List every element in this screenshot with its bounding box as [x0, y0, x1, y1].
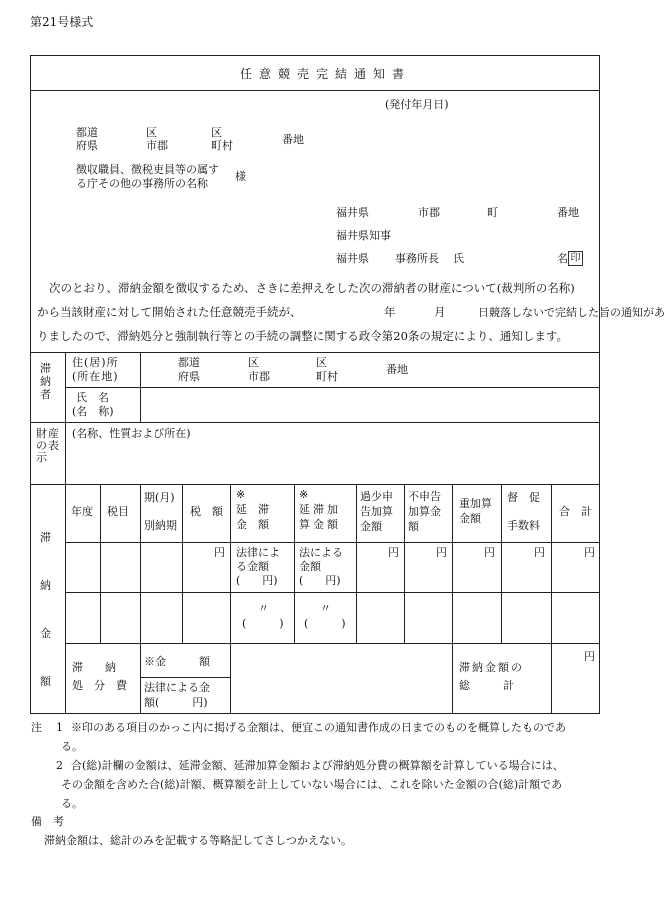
body-line2-a: から当該財産に対して開始された任意競売手続が、	[37, 305, 302, 319]
hdr-nonfile-3: 額	[408, 520, 419, 533]
property-note: (名称、性質および所在)	[72, 427, 191, 440]
addr-org-line2: る庁その他の事務所の名称	[76, 177, 208, 190]
hdr-delaytax-2: 算金額	[299, 518, 341, 531]
rule-address	[65, 387, 600, 388]
vcol-5	[294, 484, 295, 643]
addr-ward2-bottom: 町村	[211, 139, 233, 152]
hdr-fee-1: 督 促	[507, 491, 540, 504]
rule-header	[65, 542, 600, 543]
sender-shi: 氏	[453, 252, 464, 265]
hdr-total: 合 計	[559, 505, 592, 518]
hdr-delay-1: 延 滞	[236, 503, 269, 516]
addr-org-line1: 徴収職員、徴税吏員等の属す	[76, 163, 219, 176]
body-line3: りましたので、滞納処分と強制執行等との手続の調整に関する政令第20条の規定により、通知します。	[37, 329, 568, 343]
hdr-under-3: 金額	[360, 520, 382, 533]
body-line2-c: 月	[434, 305, 446, 319]
legal-delay-2: る金額	[236, 560, 269, 573]
vcol-10	[551, 484, 552, 714]
vcol-2	[140, 484, 141, 714]
ditto-delaytax: 〃	[320, 602, 331, 615]
arrears-label: 滞納金額	[40, 531, 51, 688]
taxpayer-label: 滞納者	[40, 362, 51, 401]
hdr-item: 税目	[107, 505, 129, 518]
taxpayer-address-label-2: (所在地)	[72, 370, 119, 383]
tp-ward1-bottom: 市郡	[248, 370, 270, 383]
hdr-heavy-2: 金額	[459, 512, 481, 525]
hdr-year: 年度	[71, 505, 93, 518]
addr-honorific: 様	[235, 170, 246, 183]
rule-disp-split	[140, 677, 230, 678]
sender-town: 町	[487, 206, 498, 219]
form-frame	[30, 55, 600, 714]
hdr-fee-2: 手数料	[507, 519, 540, 532]
notes-title: 注	[31, 721, 42, 734]
rule-taxpayer	[30, 422, 600, 423]
legal-delaytax-1: 法による	[299, 546, 343, 559]
ditto-delay: 〃	[258, 602, 269, 615]
sender-office: 事務所長	[395, 252, 439, 265]
rule-row1	[65, 592, 600, 593]
rule-taxpayer-label	[140, 352, 141, 422]
addr-ward2-top: 区	[211, 126, 222, 139]
yen-tax: 円	[214, 546, 225, 559]
sender-governor: 福井県知事	[336, 229, 391, 242]
taxpayer-name-label-1: 氏 名	[76, 391, 109, 404]
sender-banchi: 番地	[557, 206, 579, 219]
hdr-period-2: 別納期	[144, 519, 177, 532]
hdr-period-1: 期(月)	[144, 491, 175, 504]
tp-pref-bottom: 府県	[178, 370, 200, 383]
taxpayer-name-label-2: (名 称)	[72, 405, 114, 418]
disp-label-1: 滞 納	[72, 661, 116, 674]
vcol-8	[452, 484, 453, 714]
disp-legal-1: 法律による金	[144, 681, 210, 694]
vcol-4	[230, 484, 231, 714]
tp-banchi: 番地	[386, 363, 408, 376]
note2-line1: 合(総)計欄の金額は、延滞金額、延滞加算金額および滞納処分費の概算額を計算している場合には、	[71, 759, 564, 772]
legal-delaytax-2: 金額	[299, 560, 321, 573]
note2-num: 2	[56, 759, 63, 772]
rule-title	[30, 90, 600, 91]
legal-delaytax-3: ( 円)	[299, 574, 341, 587]
addr-ward1-top: 区	[146, 126, 157, 139]
tp-ward2-top: 区	[316, 356, 327, 369]
yen-nonfile: 円	[436, 546, 447, 559]
taxpayer-address-label-1: 住(居)所	[72, 356, 119, 369]
sender-pref: 福井県	[336, 206, 369, 219]
disp-yen: 円	[584, 650, 595, 663]
sender-mei: 名	[557, 252, 568, 265]
disp-total-label-1: 滞納金額の	[459, 661, 524, 674]
vcol-6	[356, 484, 357, 643]
hdr-nonfile-2: 加算金	[408, 505, 441, 518]
issue-date: (発付年月日)	[385, 98, 449, 111]
vcol-1	[100, 484, 101, 643]
hdr-heavy-1: 重加算	[459, 497, 492, 510]
body-line2-b: 年	[384, 305, 396, 319]
note2-line2: その金額を含めた合(総)計額、概算額を計上していない場合には、これを除いた金額の合(総)計額であ	[61, 778, 563, 791]
form-title: 任意競売完結通知書	[240, 67, 412, 81]
note2-line3: る。	[61, 797, 83, 810]
addr-banchi: 番地	[282, 133, 304, 146]
body-line1: 次のとおり、滞納金額を徴収するため、さきに差押えをした次の滞納者の財産について(裁判所の名称)	[49, 281, 575, 295]
yen-under: 円	[388, 546, 399, 559]
rule-body	[30, 352, 600, 353]
addr-pref-bottom: 府県	[76, 139, 98, 152]
seal-stamp: 印	[568, 251, 583, 266]
hdr-delay-mark: ※	[236, 488, 246, 501]
disp-label-2: 処 分 費	[72, 679, 127, 692]
rule-property	[30, 484, 600, 485]
rule-row2	[65, 643, 600, 644]
sender-pref2: 福井県	[336, 252, 369, 265]
paren-delay: ( )	[242, 617, 284, 630]
disp-legal-2: 額( 円)	[144, 696, 208, 709]
vcol-9	[501, 484, 502, 643]
addr-pref-top: 都道	[76, 126, 98, 139]
note1-line1: ※印のある項目のかっこ内に掲げる金額は、便宜この通知書作成の日までのものを概算したものであ	[71, 721, 566, 734]
disp-total-label-2: 総 計	[459, 679, 514, 692]
tp-ward1-top: 区	[248, 356, 259, 369]
yen-heavy: 円	[484, 546, 495, 559]
paren-delaytax: ( )	[304, 617, 346, 630]
vcol-7	[404, 484, 405, 643]
tp-pref-top: 都道	[178, 356, 200, 369]
disp-amount-label: ※金 額	[144, 655, 210, 668]
note1-num: 1	[56, 721, 63, 734]
yen-fee: 円	[534, 546, 545, 559]
hdr-delaytax-1: 延滞加	[299, 503, 341, 516]
hdr-delay-2: 金 額	[236, 518, 269, 531]
hdr-nonfile-1: 不申告	[408, 490, 441, 503]
body-line2-d: 日競落しないで完結した旨の通知があ	[478, 306, 665, 319]
form-number: 第21号様式	[30, 15, 94, 29]
legal-delay-3: ( 円)	[236, 574, 278, 587]
yen-total: 円	[584, 546, 595, 559]
legal-delay-1: 法律によ	[236, 546, 280, 559]
remarks-text: 滞納金額は、総計のみを記載する等略記してさしつかえない。	[44, 834, 352, 847]
vcol-3	[182, 484, 183, 643]
sender-city: 市郡	[418, 206, 440, 219]
tp-ward2-bottom: 町村	[316, 370, 338, 383]
hdr-tax: 税 額	[190, 505, 223, 518]
hdr-under-1: 過少申	[360, 490, 393, 503]
addr-ward1-bottom: 市郡	[146, 139, 168, 152]
property-label: 財産の表示	[36, 427, 60, 464]
note1-line2: る。	[61, 740, 83, 753]
rule-leftcol	[65, 352, 66, 714]
hdr-delaytax-mark: ※	[299, 488, 309, 501]
hdr-under-2: 告加算	[360, 505, 393, 518]
remarks-title: 備 考	[31, 815, 64, 828]
